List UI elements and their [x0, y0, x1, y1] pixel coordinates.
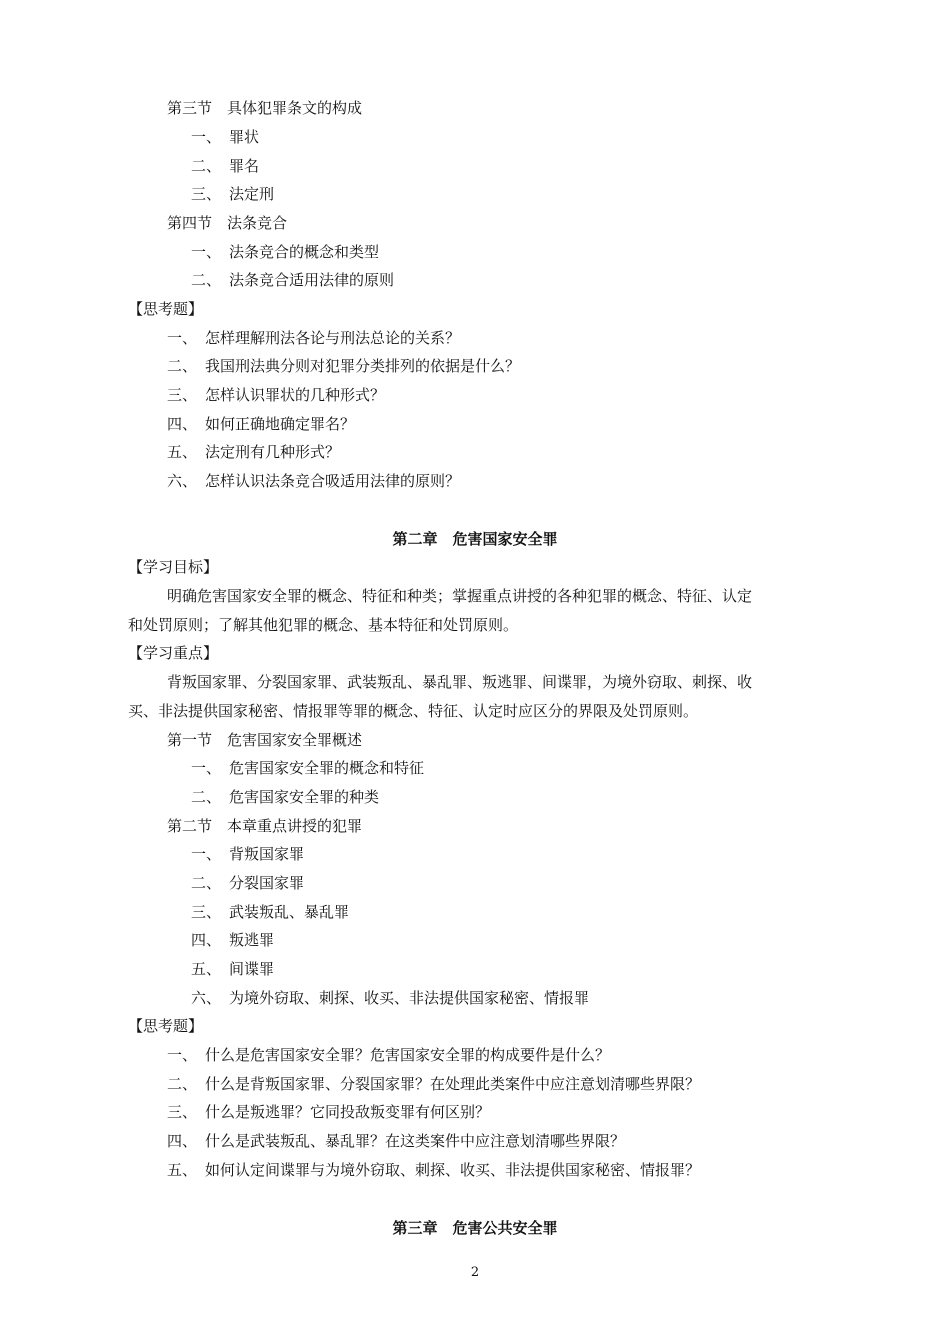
question-item: 一、 什么是危害国家安全罪？危害国家安全罪的构成要件是什么？: [167, 1046, 611, 1064]
list-item: 六、 为境外窃取、刺探、收买、非法提供国家秘密、情报罪: [191, 989, 590, 1007]
list-item: 一、 罪状: [191, 128, 260, 146]
section-heading: 第三节 具体犯罪条文的构成: [167, 99, 363, 117]
section-heading: 第二节 本章重点讲授的犯罪: [167, 817, 363, 835]
list-item: 二、 罪名: [191, 157, 260, 175]
goal-text-line: 明确危害国家安全罪的概念、特征和种类；掌握重点讲授的各种犯罪的概念、特征、认定: [167, 587, 753, 605]
focus-text-line: 背叛国家罪、分裂国家罪、武装叛乱、暴乱罪、叛逃罪、间谍罪，为境外窃取、刺探、收: [167, 673, 753, 691]
focus-label: 【学习重点】: [128, 644, 219, 662]
think-label: 【思考题】: [128, 1017, 204, 1035]
page-number: 2: [470, 1265, 480, 1280]
list-item: 一、 背叛国家罪: [191, 845, 305, 863]
list-item: 四、 叛逃罪: [191, 931, 275, 949]
chapter-title: 第三章 危害公共安全罪: [392, 1219, 558, 1237]
list-item: 二、 法条竞合适用法律的原则: [191, 271, 395, 289]
list-item: 一、 危害国家安全罪的概念和特征: [191, 759, 425, 777]
question-item: 五、 如何认定间谍罪与为境外窃取、刺探、收买、非法提供国家秘密、情报罪？: [167, 1161, 701, 1179]
question-item: 二、 什么是背叛国家罪、分裂国家罪？在处理此类案件中应注意划清哪些界限？: [167, 1075, 701, 1093]
goal-label: 【学习目标】: [128, 558, 219, 576]
list-item: 二、 分裂国家罪: [191, 874, 305, 892]
question-item: 四、 什么是武装叛乱、暴乱罪？在这类案件中应注意划清哪些界限？: [167, 1132, 626, 1150]
question-item: 三、 怎样认识罪状的几种形式？: [167, 386, 386, 404]
list-item: 五、 间谍罪: [191, 960, 275, 978]
think-label: 【思考题】: [128, 300, 204, 318]
list-item: 二、 危害国家安全罪的种类: [191, 788, 380, 806]
list-item: 三、 法定刑: [191, 185, 275, 203]
list-item: 一、 法条竞合的概念和类型: [191, 243, 380, 261]
question-item: 三、 什么是叛逃罪？它同投敌叛变罪有何区别？: [167, 1103, 491, 1121]
list-item: 三、 武装叛乱、暴乱罪: [191, 903, 350, 921]
question-item: 二、 我国刑法典分则对犯罪分类排列的依据是什么？: [167, 357, 521, 375]
chapter-title: 第二章 危害国家安全罪: [392, 530, 558, 548]
section-heading: 第一节 危害国家安全罪概述: [167, 731, 363, 749]
question-item: 四、 如何正确地确定罪名？: [167, 415, 356, 433]
focus-text-line: 买、非法提供国家秘密、情报罪等罪的概念、特征、认定时应区分的界限及处罚原则。: [128, 702, 699, 720]
question-item: 一、 怎样理解刑法各论与刑法总论的关系？: [167, 329, 461, 347]
question-item: 五、 法定刑有几种形式？: [167, 443, 341, 461]
goal-text-line: 和处罚原则；了解其他犯罪的概念、基本特征和处罚原则。: [128, 616, 519, 634]
section-heading: 第四节 法条竞合: [167, 214, 288, 232]
question-item: 六、 怎样认识法条竞合吸适用法律的原则？: [167, 472, 461, 490]
